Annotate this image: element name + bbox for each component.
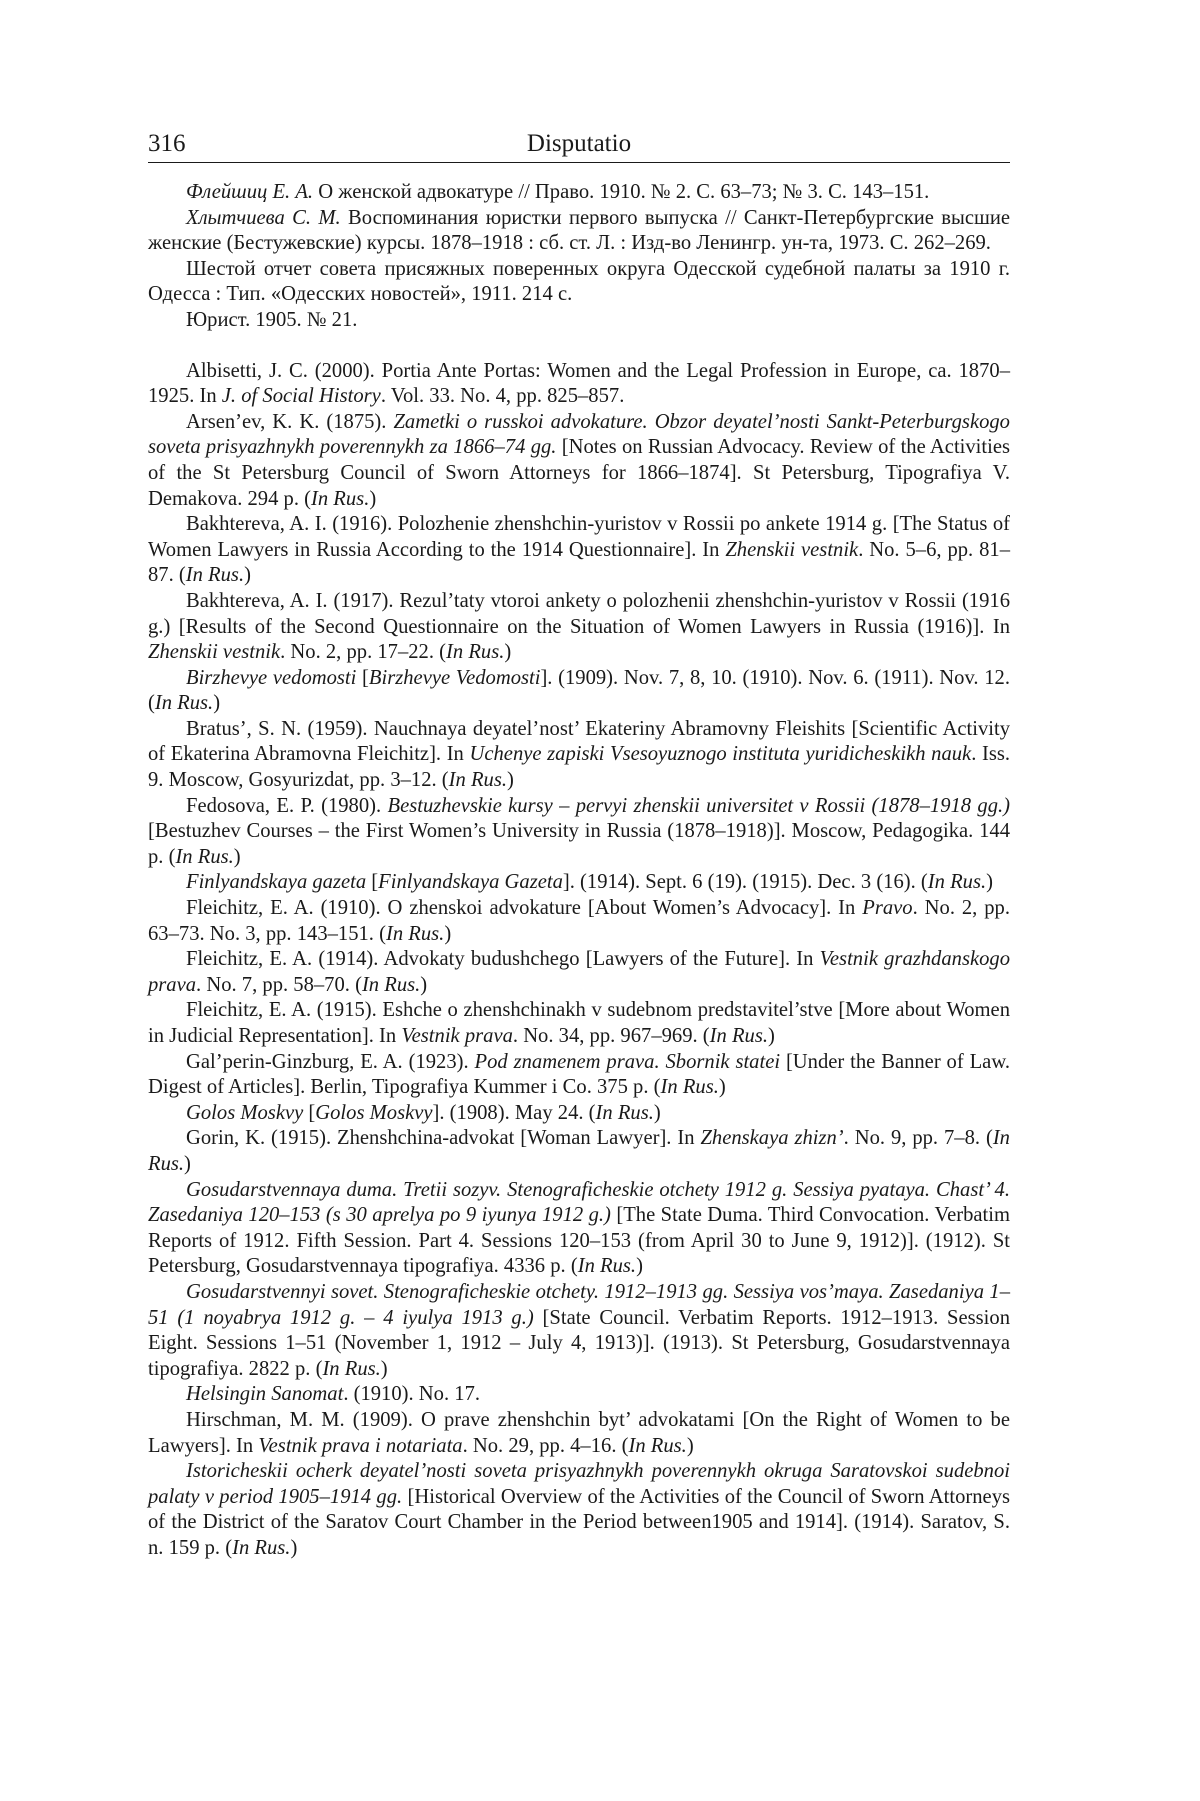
italic-text: Pravo bbox=[862, 897, 913, 920]
reference-text: Hirschman, M. M. (1909). O prave zhenshchin byt’ advokatami [On the Right of Women to be Lawyers]. In bbox=[148, 1408, 1010, 1457]
italic-text: Birzhevye Vedomosti bbox=[368, 666, 541, 689]
reference-entry bbox=[148, 666, 1010, 717]
italic-text: Gosudarstvennyi sovet. Stenograficheskie otchety. 1912–1913 gg. Sessiya vos’maya. Zasedaniya 1–51 (1 noyabrya 1912 g. – 4 iyulya 1913 g.) bbox=[148, 1280, 1010, 1329]
reference-entry bbox=[148, 206, 1010, 257]
reference-text: ) bbox=[636, 1255, 643, 1278]
italic-text: In Rus. bbox=[185, 564, 245, 587]
italic-text: Хлытчиева С. М. bbox=[186, 206, 341, 229]
reference-text: ) bbox=[507, 769, 514, 792]
reference-entry bbox=[148, 1280, 1010, 1382]
italic-text: Zametki o russkoi advokature. Obzor deyatel’nosti Sankt-Peterburgskogo soveta prisyazhnykh poverennykh za 1866–74 gg. bbox=[148, 410, 1010, 459]
reference-text: ) bbox=[290, 1536, 298, 1559]
italic-text: Флейшиц Е. А. bbox=[186, 181, 314, 203]
reference-text: ) bbox=[986, 871, 993, 894]
reference-text: [State Council. Verbatim Reports. 1912–1913. Session Eight. Sessions 1–51 (November 1, 1912 – July 4, 1913)]. (1913). St Petersburg, Gosudarstvennaya tipografiya. 2822 p. ( bbox=[148, 1306, 1010, 1380]
reference-text: [ bbox=[366, 871, 379, 894]
reference-text: Bakhtereva, A. I. (1916). Polozhenie zhenshchin-yuristov v Rossii po ankete 1914 g. [The Status of Women Lawyers in Russia According to the 1914 Questionnaire]. In bbox=[148, 513, 1010, 561]
reference-text: . No. 2, pp. 17–22. ( bbox=[280, 641, 447, 664]
reference-text: Bratus’, S. N. (1959). Nauchnaya deyatel’nost’ Ekateriny Abramovny Fleishits [Scientific Activity of Ekaterina Abramovna Fleichitz]. In bbox=[148, 717, 1010, 766]
italic-text: Zhenskii vestnik bbox=[725, 538, 859, 561]
reference-text: Albisetti, J. C. (2000). Portia Ante Portas: Women and the Legal Profession in Europe, ca. 1870–1925. In bbox=[148, 359, 1010, 408]
italic-text: Birzhevye vedomosti bbox=[186, 666, 357, 689]
reference-text: [Bestuzhev Courses – the First Women’s University in Russia (1878–1918)]. Moscow, Pedagogika. 144 p. ( bbox=[148, 820, 1010, 868]
reference-text: ) bbox=[718, 1076, 726, 1099]
italic-text: Vestnik prava i notariata bbox=[258, 1434, 463, 1457]
reference-text: ]. (1909). Nov. 7, 8, 10. (1910). Nov. 6. (1911). Nov. 12. ( bbox=[148, 666, 1010, 715]
italic-text: In Rus. bbox=[385, 922, 445, 945]
reference-text: . No. 2, pp. 63–73. No. 3, pp. 143–151. ( bbox=[148, 897, 1010, 945]
italic-text: Helsingin Sanomat bbox=[186, 1383, 344, 1406]
reference-entry bbox=[148, 1382, 1010, 1408]
reference-entry bbox=[148, 1050, 1010, 1101]
italic-text: In Rus. bbox=[154, 692, 214, 715]
reference-entry bbox=[148, 794, 1010, 871]
reference-entry bbox=[148, 359, 1010, 410]
reference-text: . No. 29, pp. 4–16. ( bbox=[462, 1434, 629, 1457]
reference-text: . Vol. 33. No. 4, pp. 825–857. bbox=[380, 385, 625, 408]
reference-text: [ bbox=[303, 1101, 316, 1124]
italic-text: In Rus. bbox=[446, 641, 505, 664]
reference-text: ) bbox=[380, 1357, 388, 1380]
reference-text: ]. (1908). May 24. ( bbox=[432, 1101, 596, 1124]
italic-text: In Rus. bbox=[448, 769, 508, 792]
reference-entry bbox=[148, 1126, 1010, 1177]
italic-text: Vestnik grazhdanskogo prava bbox=[148, 948, 1010, 996]
reference-entry bbox=[148, 1178, 1010, 1280]
italic-text: In Rus. bbox=[577, 1255, 637, 1278]
reference-text: Юрист. 1905. № 21. bbox=[186, 308, 358, 331]
italic-text: In Rus. bbox=[660, 1076, 719, 1099]
italic-text: Uchenye zapiski Vsesoyuznogo instituta yuridicheskikh nauk bbox=[469, 743, 972, 766]
reference-entry bbox=[148, 180, 1010, 206]
reference-text: Gal’perin-Ginzburg, E. A. (1923). bbox=[186, 1050, 475, 1073]
reference-text: Bakhtereva, A. I. (1917). Rezul’taty vtoroi ankety o polozhenii zhenshchin-yuristov v Rossii (1916 g.) [Results of the Second Questionnaire on the Situation of Women Lawyers in Russia (1916)]. In bbox=[148, 589, 1010, 638]
reference-entry bbox=[148, 947, 1010, 998]
reference-text: ) bbox=[653, 1101, 661, 1124]
reference-entry bbox=[148, 998, 1010, 1049]
reference-text: ) bbox=[213, 692, 221, 715]
italic-text: In Rus. bbox=[322, 1357, 381, 1380]
italic-text: In Rus. bbox=[595, 1101, 654, 1124]
reference-text: ) bbox=[768, 1025, 775, 1047]
italic-text: In Rus. bbox=[232, 1536, 291, 1559]
reference-entry bbox=[148, 1101, 1010, 1127]
italic-text: Vestnik prava bbox=[401, 1025, 513, 1047]
italic-text: Bestuzhevskie kursy – pervyi zhenskii universitet v Rossii (1878–1918 gg.) bbox=[387, 794, 1011, 817]
italic-text: In Rus. bbox=[361, 973, 421, 996]
italic-text: Zhenskaya zhizn’ bbox=[700, 1127, 844, 1150]
reference-entry bbox=[148, 589, 1010, 666]
reference-entry bbox=[148, 870, 1010, 896]
reference-text: ) bbox=[686, 1434, 694, 1457]
reference-text: Gorin, K. (1915). Zhenshchina-advokat [Woman Lawyer]. In bbox=[186, 1127, 701, 1150]
italic-text: In Rus. bbox=[927, 871, 987, 894]
italic-text: Istoricheskii ocherk deyatel’nosti soveta prisyazhnykh poverennykh okruga Saratovskoi sudebnoi palaty v period 1905–1914 gg. bbox=[148, 1460, 1010, 1508]
section-gap bbox=[148, 334, 1010, 359]
references-russian bbox=[148, 180, 1010, 334]
reference-entry bbox=[148, 896, 1010, 947]
reference-text: ) bbox=[444, 922, 452, 945]
reference-text: [Under the Banner of Law. Digest of Articles]. Berlin, Tipografiya Kummer i Co. 375 p. ( bbox=[148, 1050, 1011, 1099]
reference-text: ) bbox=[420, 973, 428, 996]
reference-text: . No. 5–6, pp. 81–87. ( bbox=[148, 538, 1010, 587]
reference-list bbox=[148, 180, 1010, 1561]
journal-title: Disputatio bbox=[526, 130, 632, 157]
italic-text: Gosudarstvennaya duma. Tretii sozyv. Stenograficheskie otchety 1912 g. Sessiya pyataya. Chast’ 4. Zasedaniya 120–153 (s 30 aprelya po 9 iyunya 1912 g.) bbox=[148, 1178, 1010, 1227]
italic-text: In Rus. bbox=[175, 845, 234, 868]
reference-text: Fleichitz, E. A. (1914). Advokaty budushchego [Lawyers of the Future]. In bbox=[186, 948, 820, 971]
reference-text: ) bbox=[369, 487, 377, 510]
italic-text: Golos Moskvy bbox=[186, 1101, 304, 1124]
reference-entry bbox=[148, 717, 1010, 794]
reference-text: [Historical Overview of the Activities of the Council of Sworn Attorneys of the District of the Saratov Court Chamber in the Period between1905 and 1914]. (1914). Saratov, S. n. 159 p. ( bbox=[148, 1485, 1010, 1559]
reference-text: . Iss. 9. Moscow, Gosyurizdat, pp. 3–12. ( bbox=[148, 743, 1010, 792]
reference-text: Шестой отчет совета присяжных поверенных округа Одесской судебной палаты за 1910 г. Одесса : Тип. «Одесских новостей», 1911. 214 с. bbox=[148, 257, 1010, 306]
reference-text: . No. 7, pp. 58–70. ( bbox=[196, 973, 362, 996]
reference-text: Fedosova, E. P. (1980). bbox=[186, 794, 388, 817]
italic-text: Finlyandskaya gazeta bbox=[186, 871, 367, 894]
reference-entry bbox=[148, 308, 1010, 334]
page-number: 316 bbox=[148, 130, 186, 157]
italic-text: Golos Moskvy bbox=[315, 1101, 433, 1124]
italic-text: In Rus. bbox=[148, 1127, 1010, 1175]
reference-text: Fleichitz, E. A. (1915). Eshche o zhenshchinakh v sudebnom predstavitel’stve [More about Women in Judicial Representation]. In bbox=[148, 999, 1010, 1047]
reference-entry bbox=[148, 1408, 1010, 1459]
reference-text: . No. 9, pp. 7–8. ( bbox=[843, 1127, 993, 1150]
reference-text: . (1910). No. 17. bbox=[343, 1383, 481, 1406]
reference-text: ) bbox=[184, 1152, 191, 1175]
references-transliterated bbox=[148, 359, 1010, 1562]
reference-text: [The State Duma. Third Convocation. Verbatim Reports of 1912. Fifth Session. Part 4. Sessions 120–153 (from April 30 to June 9, 1912)]. (1912). St Petersburg, Gosudarstvennaya tipografiya. 4336 p. ( bbox=[148, 1204, 1010, 1278]
running-header bbox=[148, 128, 1010, 163]
reference-text: ) bbox=[244, 564, 251, 587]
reference-text: О женской адвокатуре // Право. 1910. № 2. С. 63–73; № 3. С. 143–151. bbox=[313, 181, 930, 203]
italic-text: Zhenskii vestnik bbox=[148, 641, 281, 664]
reference-entry bbox=[148, 1459, 1010, 1561]
italic-text: In Rus. bbox=[311, 487, 370, 510]
reference-text: Воспоминания юристки первого выпуска // Санкт-Петербургские высшие женские (Бестужевские) курсы. 1878–1918 : сб. ст. Л. : Изд-во Ленингр. ун-та, 1973. С. 262–269. bbox=[148, 206, 1010, 255]
reference-text: [ bbox=[356, 666, 369, 689]
reference-text: Fleichitz, E. A. (1910). O zhenskoi advokature [About Women’s Advocacy]. In bbox=[186, 897, 863, 920]
reference-text: ]. (1914). Sept. 6 (19). (1915). Dec. 3 (16). ( bbox=[562, 871, 928, 894]
italic-text: In Rus. bbox=[709, 1025, 769, 1047]
reference-entry bbox=[148, 410, 1010, 512]
reference-text: Arsen’ev, K. K. (1875). bbox=[186, 410, 394, 433]
italic-text: Finlyandskaya Gazeta bbox=[378, 871, 563, 894]
reference-text: ) bbox=[504, 641, 512, 664]
reference-entry bbox=[148, 257, 1010, 308]
reference-text: . No. 34, pp. 967–969. ( bbox=[512, 1025, 710, 1047]
reference-text: [Notes on Russian Advocacy. Review of the Activities of the St Petersburg Council of Sworn Attorneys for 1866–1874]. St Petersburg, Tipografiya V. Demakova. 294 p. ( bbox=[148, 436, 1011, 510]
italic-text: In Rus. bbox=[628, 1434, 687, 1457]
reference-text: ) bbox=[233, 845, 241, 868]
italic-text: J. of Social History bbox=[221, 385, 381, 408]
italic-text: Pod znamenem prava. Sbornik statei bbox=[474, 1050, 781, 1073]
reference-entry bbox=[148, 512, 1010, 589]
